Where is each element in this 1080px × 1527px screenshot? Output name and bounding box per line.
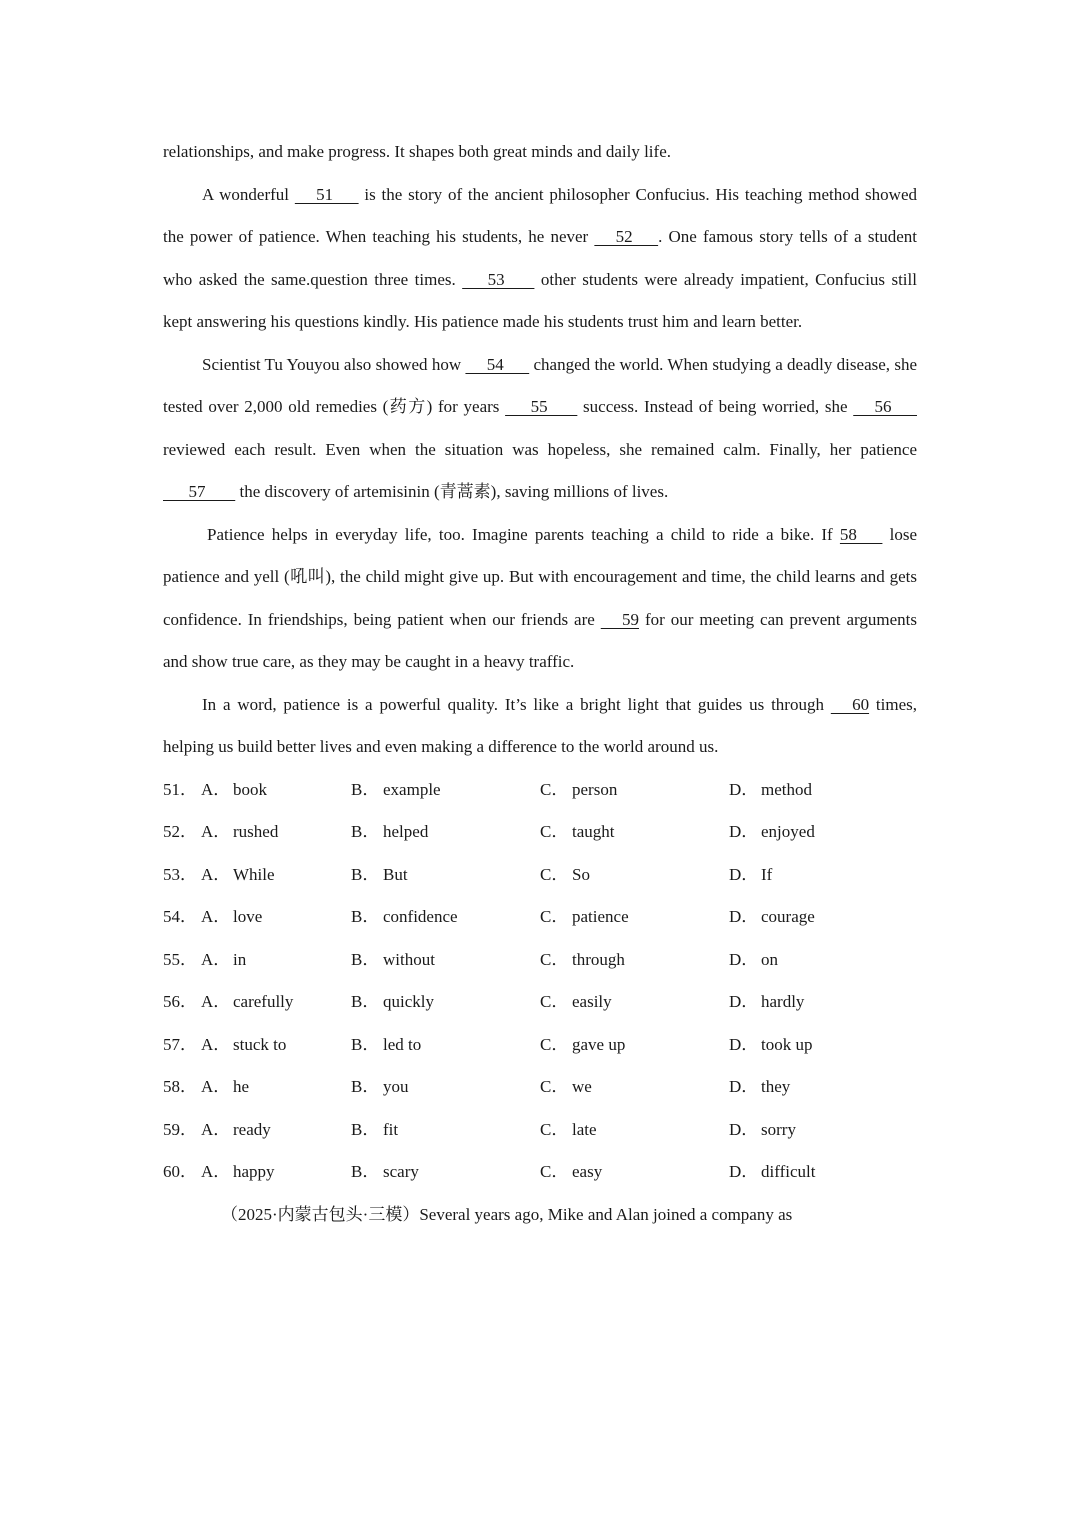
- blank-56: 56: [853, 397, 917, 416]
- option-b: B． fit: [351, 1119, 399, 1139]
- option-a: A． in: [201, 949, 247, 969]
- option-c: C． person: [540, 779, 618, 799]
- paragraph-everyday-life: Patience helps in everyday life, too. Imagine parents teaching a child to ride a bike. If 58 lose patience and yell (吼叫), the child might give up. But with encouragement and time, the child learns and gets confidence. In friendships, being patient when our friends are 59 for our meeting can prevent arguments and show true care, as they may be caught in a heavy traffic.: [163, 514, 917, 684]
- option-c: C． through: [540, 949, 625, 969]
- option-d: D． sorry: [729, 1119, 796, 1139]
- option-row-54: [163, 896, 917, 939]
- option-row-59: [163, 1109, 917, 1152]
- option-b: B． example: [351, 779, 441, 799]
- option-a: A． While: [201, 864, 275, 884]
- option-a: A． book: [201, 779, 267, 799]
- option-a: A． carefully: [201, 992, 294, 1011]
- blank-55: 55: [505, 397, 578, 416]
- blank-57: 57: [163, 482, 236, 501]
- option-row-52: [163, 811, 917, 854]
- option-c: C． we: [540, 1077, 592, 1096]
- option-d: D． enjoyed: [729, 822, 815, 841]
- question-number: 56．: [163, 992, 197, 1011]
- option-c: C． taught: [540, 822, 615, 841]
- option-d: D． they: [729, 1077, 791, 1096]
- option-a: A． he: [201, 1077, 250, 1096]
- blank-51: 51: [294, 184, 359, 204]
- paragraph-intro-end: relationships, and make progress. It shapes both great minds and daily life.: [163, 142, 671, 161]
- answer-options: [163, 769, 917, 1194]
- paragraph-conclusion: In a word, patience is a powerful quality. It’s like a bright light that guides us through 60 times, helping us build better lives and even making a difference to the world around us.: [163, 684, 917, 769]
- option-c: C． So: [540, 864, 590, 884]
- option-a: A． rushed: [201, 822, 279, 841]
- option-row-55: [163, 939, 917, 982]
- question-number: 55．: [163, 949, 197, 969]
- option-d: D． on: [729, 949, 778, 969]
- question-number: 58．: [163, 1077, 197, 1096]
- document-page: [163, 131, 917, 1236]
- option-d: D． hardly: [729, 992, 805, 1011]
- option-c: C． patience: [540, 907, 629, 926]
- question-number: 57．: [163, 1034, 197, 1054]
- option-b: B． But: [351, 864, 408, 884]
- option-c: C． easily: [540, 992, 612, 1011]
- option-b: B． quickly: [351, 992, 434, 1011]
- option-row-51: [163, 769, 917, 812]
- question-number: 52．: [163, 822, 197, 841]
- option-row-53: [163, 854, 917, 897]
- blank-53: 53: [462, 269, 535, 289]
- option-d: D． courage: [729, 907, 815, 926]
- option-d: D． took up: [729, 1034, 813, 1054]
- option-a: A． stuck to: [201, 1034, 287, 1054]
- question-number: 60．: [163, 1162, 197, 1181]
- option-b: B． scary: [351, 1162, 419, 1181]
- paragraph-tu-youyou: Scientist Tu Youyou also showed how 54 changed the world. When studying a deadly disease, she tested over 2,000 old remedies (药方) for years 55 success. Instead of being worried, she 56 reviewed each result. Even when the situation was hopeless, she remained calm. Finally, her patience 57 the discovery of artemisinin (青蒿素), saving millions of lives.: [163, 344, 917, 514]
- option-a: A． love: [201, 907, 263, 926]
- blank-60: 60: [830, 694, 870, 714]
- option-a: A． ready: [201, 1119, 271, 1139]
- option-d: D． difficult: [729, 1162, 816, 1181]
- question-number: 59．: [163, 1119, 197, 1139]
- option-c: C． late: [540, 1119, 597, 1139]
- next-passage-source: （2025·内蒙古包头·三模）Several years ago, Mike and Alan joined a company as: [221, 1204, 793, 1224]
- option-c: C． gave up: [540, 1034, 626, 1054]
- blank-59: 59: [600, 609, 639, 629]
- option-a: A． happy: [201, 1162, 275, 1181]
- option-b: B． you: [351, 1077, 409, 1096]
- question-number: 53．: [163, 864, 197, 884]
- option-row-58: [163, 1066, 917, 1109]
- question-number: 54．: [163, 907, 197, 926]
- option-b: B． helped: [351, 822, 429, 841]
- option-row-57: [163, 1024, 917, 1067]
- option-c: C． easy: [540, 1162, 603, 1181]
- paragraph-confucius: A wonderful 51 is the story of the ancient philosopher Confucius. His teaching method showed the power of patience. When teaching his students, he never 52 . One famous story tells of a student who asked the same.question three times. 53 other students were already impatient, Confucius still kept answering his questions kindly. His patience made his students trust him and learn better.: [163, 174, 917, 344]
- option-row-56: [163, 981, 917, 1024]
- option-d: D． method: [729, 779, 812, 799]
- blank-54: 54: [465, 354, 530, 374]
- option-b: B． confidence: [351, 907, 458, 926]
- option-b: B． without: [351, 949, 435, 969]
- blank-58: 58: [839, 524, 883, 544]
- option-b: B． led to: [351, 1034, 422, 1054]
- option-row-60: [163, 1151, 917, 1194]
- blank-52: 52: [594, 227, 659, 246]
- question-number: 51．: [163, 779, 197, 799]
- option-d: D． If: [729, 864, 773, 884]
